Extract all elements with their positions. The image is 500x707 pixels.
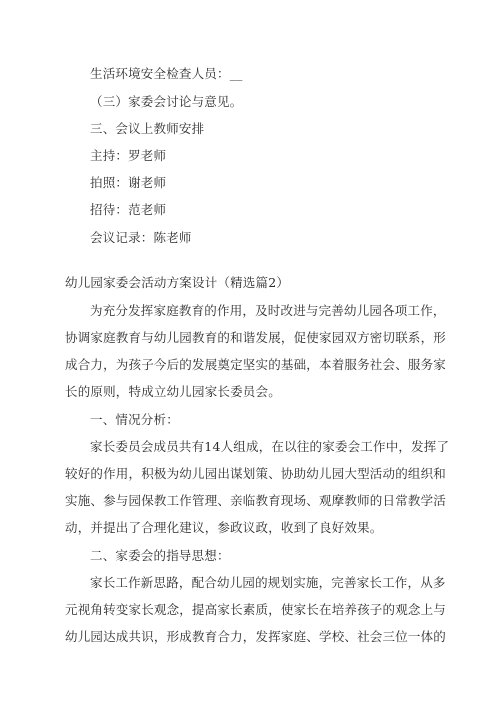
section-heading-situation: 一、情况分析： [90,412,179,427]
text-line-inspector: 生活环境安全检查人员：__ [90,66,243,81]
paragraph-line: 较好的作用，积极为幼儿园出谋划策、协助幼儿园大型活动的组织和 [65,466,447,481]
paragraph-line: 成合力，为孩子今后的发展奠定坚实的基础，本着服务社会、服务家 [65,357,447,372]
paragraph-line: 幼儿园达成共识，形成教育合力，发挥家庭、学校、社会三位一体的 [65,629,447,644]
paragraph-line: 实施、参与园保教工作管理、亲临教育现场、观摩教师的日常教学活 [65,493,447,508]
paragraph-line: 长的原则，特成立幼儿园家长委员会。 [65,384,281,399]
paragraph-line: 元视角转变家长观念，提高家长素质，使家长在培养孩子的观念上与 [65,602,447,617]
paragraph-line: 为充分发挥家庭教育的作用，及时改进与完善幼儿园各项工作， [90,303,446,318]
section-heading-guiding: 二、家委会的指导思想： [90,548,230,563]
text-line-host: 主持：罗老师 [90,148,167,163]
paragraph-line: 协调家庭教育与幼儿园教育的和谐发展，促使家园双方密切联系，形 [65,330,447,345]
text-line-minutes: 会议记录：陈老师 [90,230,192,245]
paragraph-line: 家长工作新思路，配合幼儿园的规划实施，完善家长工作，从多 [90,575,446,590]
text-line-discussion: （三）家委会讨论与意见。 [90,94,243,109]
text-line-reception: 招待：范老师 [90,202,167,217]
article-title: 幼儿园家委会活动方案设计（精选篇2） [65,275,290,290]
paragraph-line: 家长委员会成员共有14人组成，在以往的家委会工作中，发挥了 [90,439,450,454]
paragraph-line: 动，并提出了合理化建议，参政议政，收到了良好效果。 [65,520,383,535]
text-line-photo: 拍照：谢老师 [90,175,167,190]
section-heading-teacher-arrangement: 三、会议上教师安排 [90,121,205,136]
